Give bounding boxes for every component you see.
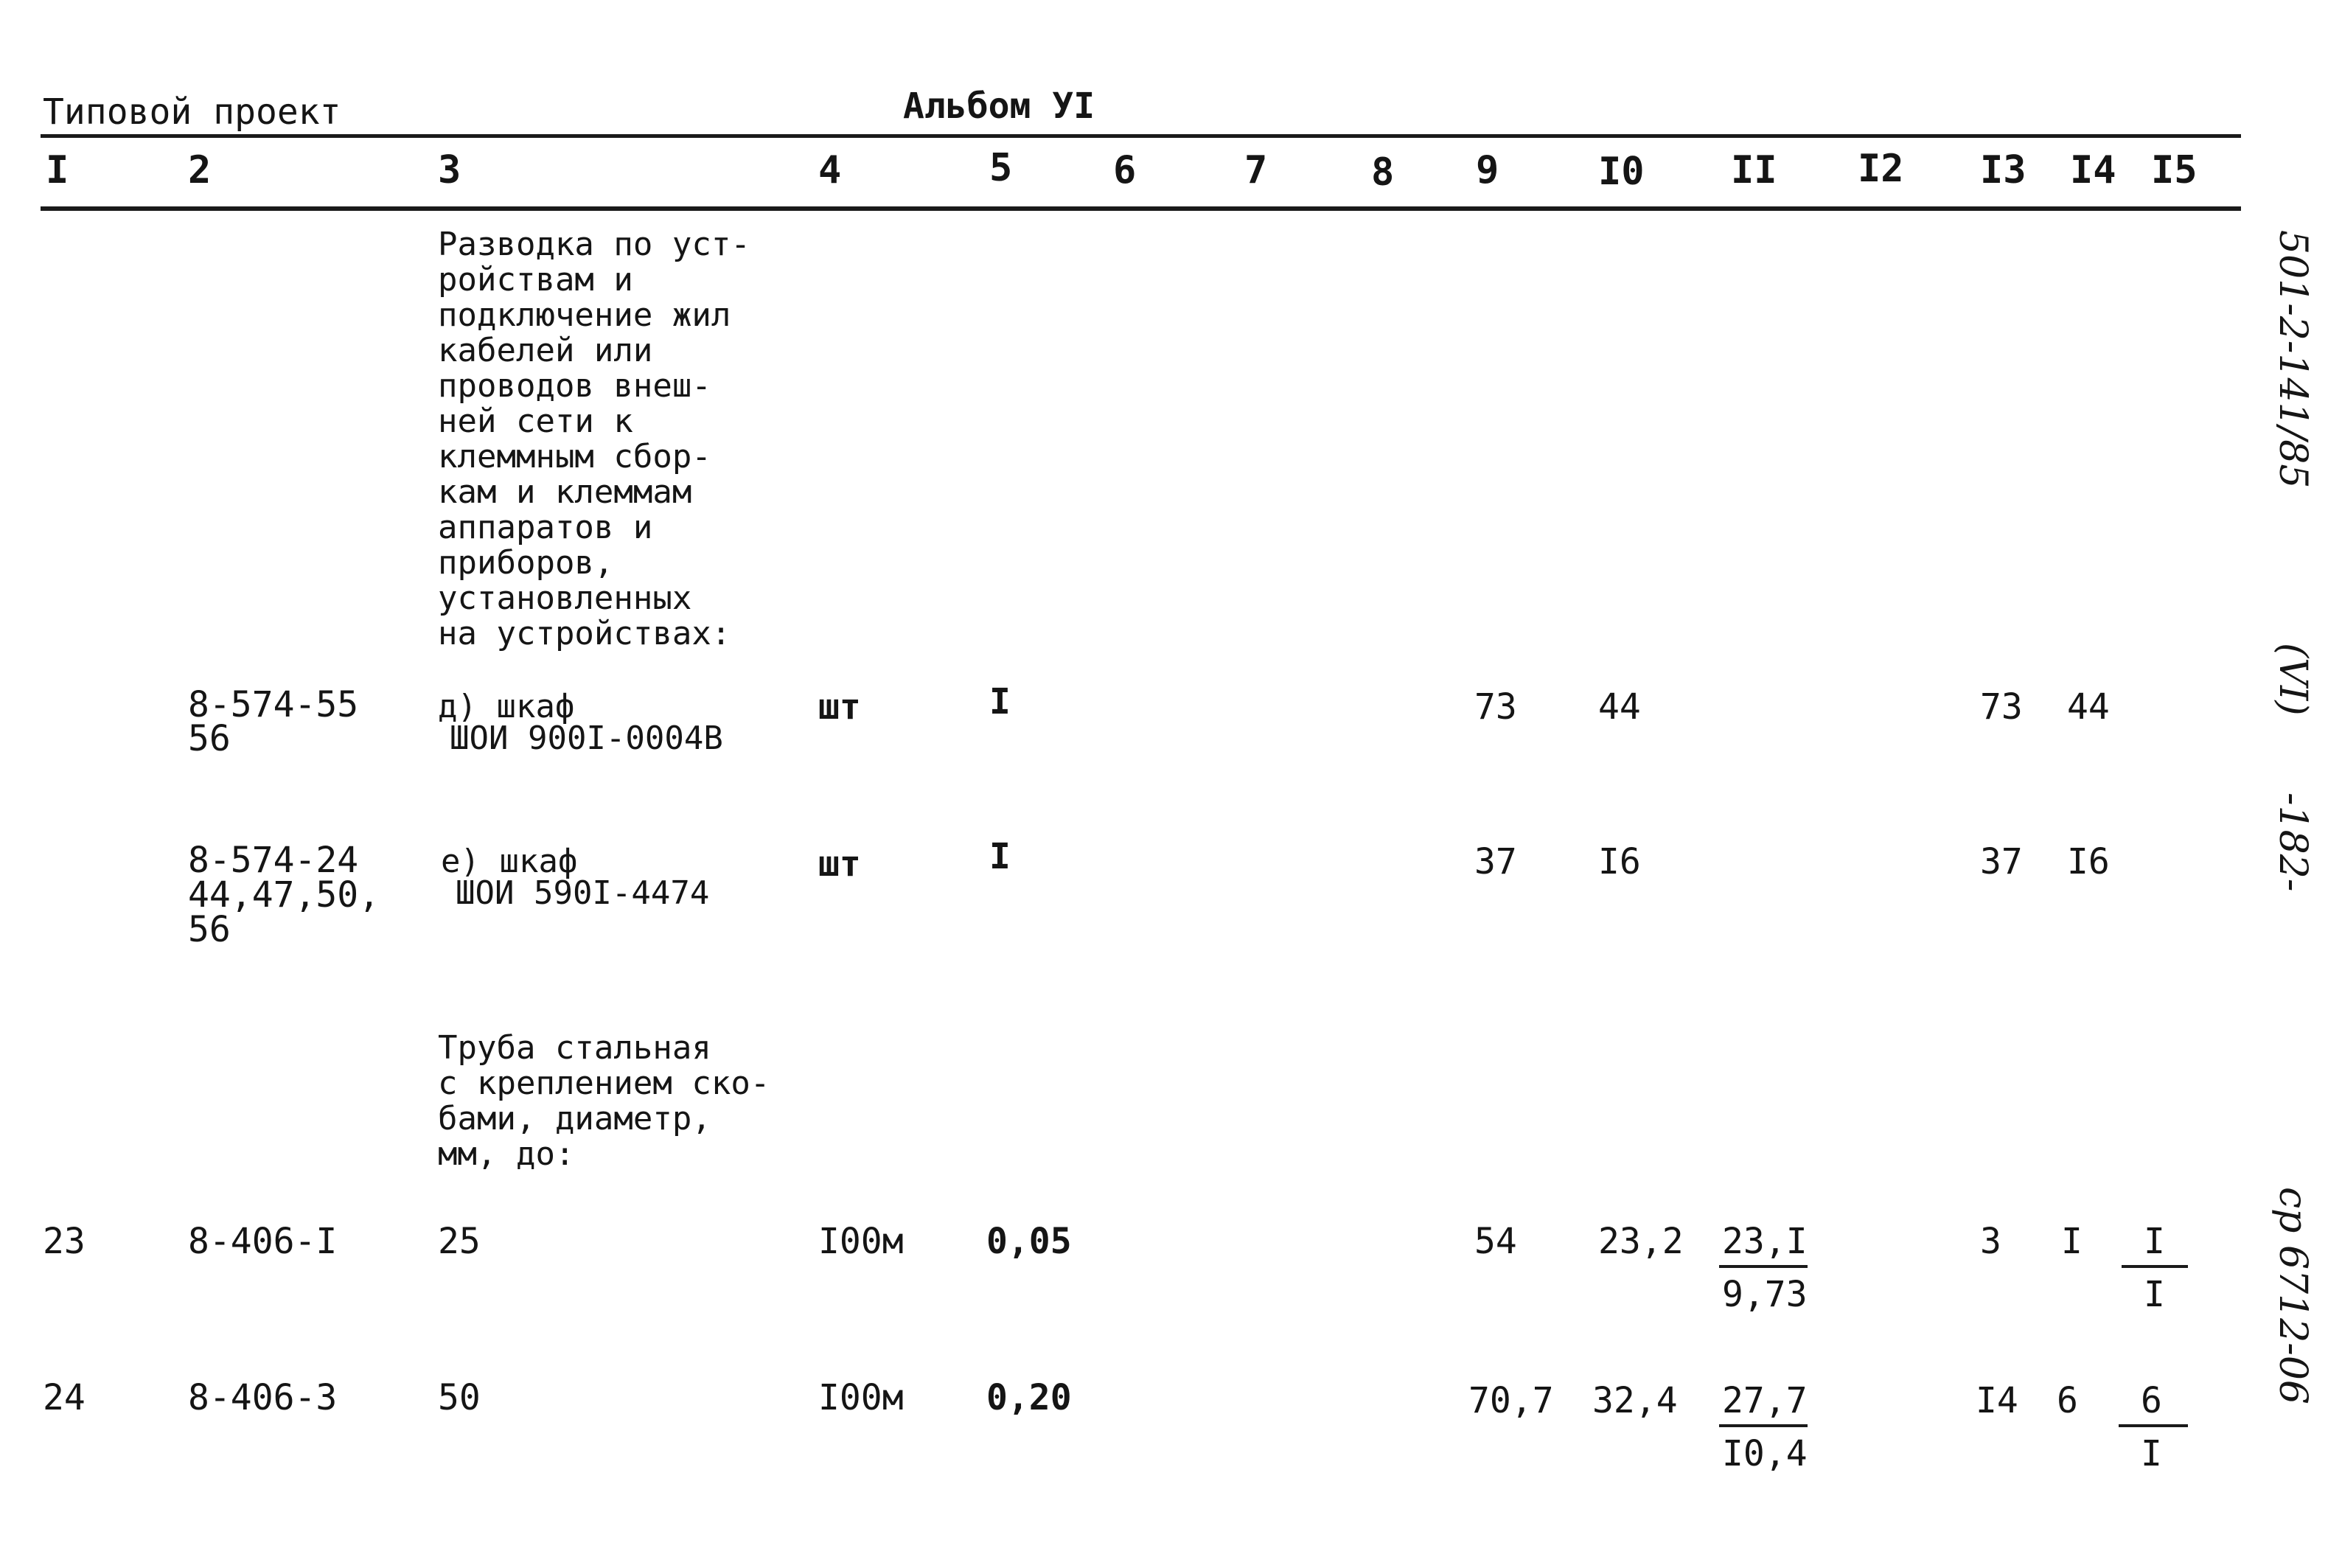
text-line: ней сети к bbox=[438, 403, 633, 440]
fraction-numerator: 27,7 bbox=[1722, 1380, 1808, 1421]
text-line: мм, до: bbox=[438, 1135, 575, 1173]
code-cell: 8-406-3 bbox=[188, 1377, 338, 1418]
margin-note: cp 6712-06 bbox=[2270, 1187, 2315, 1405]
code-cell: 8-574-24 bbox=[188, 840, 359, 881]
text-line: бами, диаметр, bbox=[438, 1100, 711, 1137]
value-cell: 3 bbox=[1980, 1221, 2001, 1262]
quantity-cell: 0,20 bbox=[986, 1377, 1072, 1418]
row-number-cell: 24 bbox=[43, 1377, 86, 1418]
fraction-numerator: I bbox=[2144, 1221, 2165, 1262]
value-cell: 54 bbox=[1474, 1221, 1517, 1262]
column-number: 6 bbox=[1113, 148, 1137, 192]
text-line: установленных bbox=[438, 579, 692, 617]
code-cell: 56 bbox=[188, 718, 231, 759]
quantity-cell: 0,05 bbox=[986, 1221, 1072, 1262]
album-title: Альбом УI bbox=[903, 86, 1095, 127]
text-line: с креплением ско- bbox=[438, 1065, 770, 1102]
column-number: I5 bbox=[2151, 148, 2198, 192]
fraction-numerator: 23,I bbox=[1722, 1221, 1808, 1262]
row-number-cell: 23 bbox=[43, 1221, 86, 1262]
value-cell: 32,4 bbox=[1592, 1380, 1678, 1421]
column-number: 5 bbox=[989, 146, 1013, 190]
text-line: Труба стальная bbox=[438, 1029, 711, 1067]
fraction-numerator: 6 bbox=[2141, 1380, 2162, 1421]
fraction-bar bbox=[2122, 1265, 2188, 1268]
section-steel-pipe-description bbox=[438, 1031, 770, 1172]
fraction-denominator: I bbox=[2141, 1433, 2162, 1474]
description-cell: 25 bbox=[438, 1221, 481, 1262]
unit-cell: шт bbox=[818, 686, 861, 728]
text-line: кабелей или bbox=[438, 332, 653, 369]
text-line: на устройствах: bbox=[438, 615, 731, 652]
text-line: клеммным сбор- bbox=[438, 438, 711, 475]
column-number: 4 bbox=[818, 148, 842, 192]
section-wiring-description bbox=[438, 227, 750, 652]
column-number: I bbox=[46, 148, 69, 192]
column-number: 7 bbox=[1244, 148, 1268, 192]
text-line: кам и клеммам bbox=[438, 473, 692, 511]
margin-note: (VI) bbox=[2270, 643, 2315, 716]
fraction-denominator: I bbox=[2144, 1274, 2165, 1315]
margin-note: -182- bbox=[2270, 792, 2315, 892]
value-cell: 37 bbox=[1980, 841, 2023, 882]
value-cell: I6 bbox=[2067, 841, 2110, 882]
value-cell: 23,2 bbox=[1598, 1221, 1684, 1262]
unit-cell: шт bbox=[818, 843, 861, 885]
column-number: I0 bbox=[1598, 150, 1645, 194]
column-number: I2 bbox=[1858, 147, 1904, 191]
column-number: I4 bbox=[2070, 148, 2116, 192]
value-cell: I bbox=[2061, 1221, 2083, 1262]
project-title: Типовой проект bbox=[43, 91, 341, 133]
text-line: проводов внеш- bbox=[438, 367, 711, 405]
description-cell: 50 bbox=[438, 1377, 481, 1418]
unit-cell: I00м bbox=[818, 1377, 904, 1418]
fraction-denominator: 9,73 bbox=[1722, 1274, 1808, 1315]
column-number: 9 bbox=[1476, 148, 1499, 192]
code-cell: 44,47,50, bbox=[188, 874, 380, 916]
value-cell: 44 bbox=[1598, 686, 1641, 728]
code-cell: 8-406-I bbox=[188, 1221, 338, 1262]
fraction-denominator: I0,4 bbox=[1722, 1433, 1808, 1474]
quantity-cell: I bbox=[989, 681, 1011, 722]
column-number: 8 bbox=[1371, 150, 1395, 195]
description-cell: ШОИ 590I-4474 bbox=[456, 874, 710, 912]
column-number: 3 bbox=[438, 148, 461, 192]
value-cell: 73 bbox=[1980, 686, 2023, 728]
unit-cell: I00м bbox=[818, 1221, 904, 1262]
value-cell: 37 bbox=[1474, 841, 1517, 882]
fraction-bar bbox=[2119, 1424, 2188, 1427]
column-number: II bbox=[1731, 148, 1777, 192]
value-cell: 44 bbox=[2067, 686, 2110, 728]
code-cell: 56 bbox=[188, 909, 231, 950]
quantity-cell: I bbox=[989, 836, 1011, 877]
top-rule bbox=[41, 134, 2241, 138]
column-number: 2 bbox=[188, 148, 212, 192]
header-bottom-rule bbox=[41, 206, 2241, 211]
text-line: подключение жил bbox=[438, 296, 731, 334]
margin-note: 501-2-141/85 bbox=[2270, 230, 2315, 489]
value-cell: 73 bbox=[1474, 686, 1517, 728]
text-line: Разводка по уст- bbox=[438, 226, 750, 263]
description-cell: д) шкаф bbox=[438, 688, 575, 725]
value-cell: 6 bbox=[2057, 1380, 2078, 1421]
value-cell: 70,7 bbox=[1468, 1380, 1554, 1421]
value-cell: I6 bbox=[1598, 841, 1641, 882]
column-number: I3 bbox=[1980, 148, 2026, 192]
description-cell: ШОИ 900I-0004В bbox=[450, 719, 723, 757]
code-cell: 8-574-55 bbox=[188, 684, 359, 725]
text-line: аппаратов и bbox=[438, 509, 653, 546]
fraction-bar bbox=[1719, 1424, 1808, 1427]
value-cell: I4 bbox=[1976, 1380, 2018, 1421]
fraction-bar bbox=[1719, 1265, 1808, 1268]
description-cell: е) шкаф bbox=[441, 843, 578, 880]
text-line: приборов, bbox=[438, 544, 614, 582]
text-line: ройствам и bbox=[438, 261, 633, 299]
